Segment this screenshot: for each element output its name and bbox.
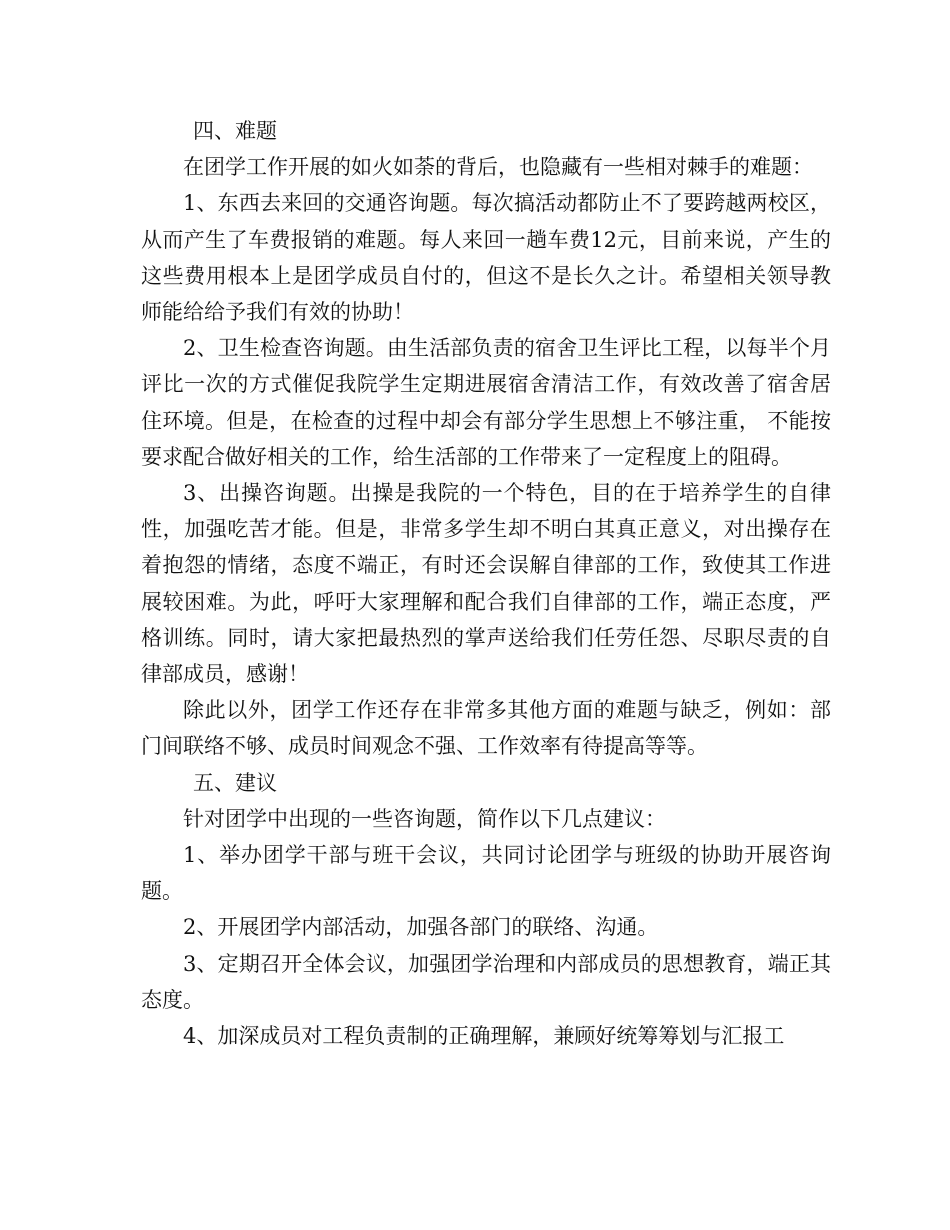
section-5-intro: 针对团学中出现的一些咨询题，简作以下几点建议： [183,806,666,831]
section-5-item-1: 1、举办团学干部与班干会议，共同讨论团学与班级的协助开展咨询题。 [141,843,831,904]
section-4-item-2: 2、卫生检查咨询题。由生活部负责的宿舍卫生评比工程，以每半个月评比一次的方式催促我院学生定期进展宿舍清洁工作，有效改善了宿舍居住环境。但是，在检查的过程中却会有部分学生思想上不够注重， 不能按要求配合做好相关的工作，给生活部的工作带来了一定程度上的阻碍。 [141,336,831,469]
section-5-item-2: 2、开展团学内部活动，加强各部门的联络、沟通。 [183,915,659,940]
section-4-heading: 四、难题 [193,119,277,143]
section-5-heading: 五、建议 [193,770,277,795]
section-4-item-3: 3、出操咨询题。出操是我院的一个特色，目的在于培养学生的自律性，加强吃苦才能。但是，非常多学生却不明白其真正意义，对出操存在着抱怨的情绪，态度不端正，有时还会误解自律部的工作，致使其工作进展较困难。为此，呼吁大家理解和配合我们自律部的工作，端正态度，严格训练。同时，请大家把最热烈的掌声送给我们任劳任怨、尽职尽责的自律部成员，感谢！ [141,481,831,687]
section-4-intro: 在团学工作开展的如火如荼的背后，也隐藏有一些相对棘手的难题： [183,155,813,180]
section-4-item-1: 1、东西去来回的交通咨询题。每次搞活动都防止不了要跨越两校区，从而产生了车费报销的难题。每人来回一趟车费12元，目前来说，产生的这些费用根本上是团学成员自付的，但这不是长久之计。希望相关领导教师能给给予我们有效的协助！ [141,191,831,325]
document-page [141,113,831,1054]
section-5-item-3: 3、定期召开全体会议，加强团学治理和内部成员的思想教育，端正其态度。 [141,951,831,1012]
section-5-item-4: 4、加深成员对工程负责制的正确理解，兼顾好统筹筹划与汇报工 [183,1024,785,1049]
section-4-extra: 除此以外，团学工作还存在非常多其他方面的难题与缺乏，例如：部门间联络不够、成员时间观念不强、工作效率有待提高等等。 [141,698,831,759]
